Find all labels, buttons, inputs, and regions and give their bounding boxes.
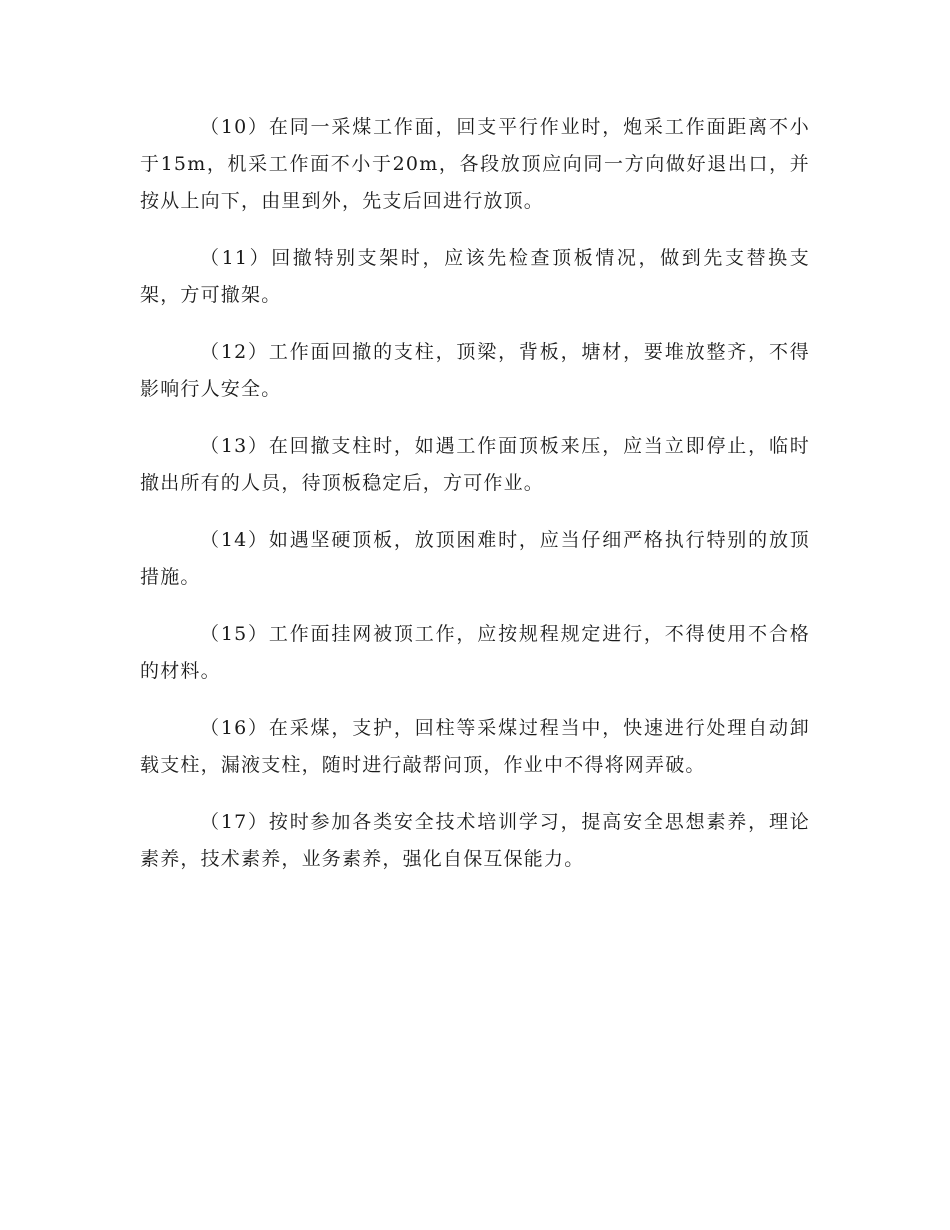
paragraph-12: （12）工作面回撤的支柱，顶梁，背板，塘材，要堆放整齐，不得影响行人安全。 — [140, 341, 810, 400]
paragraph-10: （10）在同一采煤工作面，回支平行作业时，炮采工作面距离不小于15m，机采工作面不小于20m，各段放顶应向同一方向做好退出口，并按从上向下，由里到外，先支后回进行放顶。 — [140, 116, 810, 212]
paragraph-13: （13）在回撤支柱时，如遇工作面顶板来压，应当立即停止，临时撤出所有的人员，待顶板稳定后，方可作业。 — [140, 435, 810, 494]
paragraph-15: （15）工作面挂网被顶工作，应按规程规定进行，不得使用不合格的材料。 — [140, 623, 810, 682]
paragraph-14: （14）如遇坚硬顶板，放顶困难时，应当仔细严格执行特别的放顶措施。 — [140, 529, 810, 588]
paragraph-17: （17）按时参加各类安全技术培训学习，提高安全思想素养，理论素养，技术素养，业务素养，强化自保互保能力。 — [140, 811, 810, 870]
paragraph-11: （11）回撤特别支架时，应该先检查顶板情况，做到先支替换支架，方可撤架。 — [140, 247, 810, 306]
paragraph-16: （16）在采煤，支护，回柱等采煤过程当中，快速进行处理自动卸载支柱，漏液支柱，随时进行敲帮问顶，作业中不得将网弄破。 — [140, 717, 810, 776]
document-body — [140, 109, 810, 898]
